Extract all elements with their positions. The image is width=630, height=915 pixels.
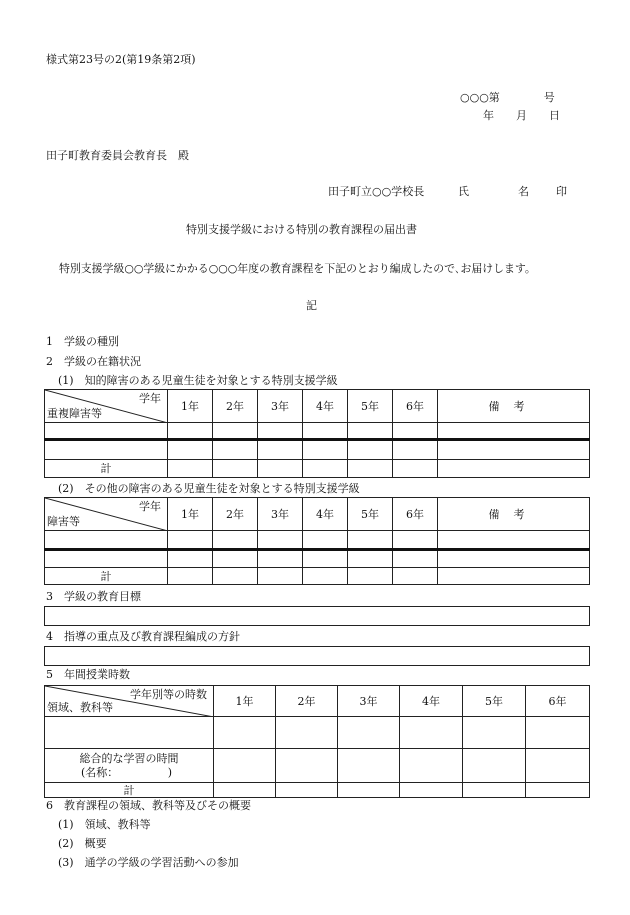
section-5-heading: 5 年間授業時数 bbox=[46, 668, 130, 681]
table-corner-cell bbox=[45, 686, 214, 717]
input-cell[interactable] bbox=[45, 531, 168, 550]
total-label: 計 bbox=[45, 460, 168, 478]
grade-header: 4年 bbox=[303, 498, 348, 531]
section-2-2-heading: (2) その他の障害のある児童生徒を対象とする特別支援学級 bbox=[58, 482, 360, 495]
input-cell[interactable] bbox=[438, 550, 590, 568]
input-cell[interactable] bbox=[45, 717, 214, 749]
total-cell[interactable] bbox=[303, 460, 348, 478]
input-cell[interactable] bbox=[258, 423, 303, 440]
input-cell[interactable] bbox=[393, 440, 438, 460]
total-cell[interactable] bbox=[400, 783, 463, 798]
input-cell[interactable] bbox=[168, 550, 213, 568]
grade-header: 1年 bbox=[214, 686, 276, 717]
input-cell[interactable] bbox=[338, 717, 400, 749]
total-label: 計 bbox=[45, 783, 214, 798]
grade-header: 3年 bbox=[258, 390, 303, 423]
input-cell[interactable] bbox=[526, 717, 590, 749]
section-6-2-heading: (2) 概要 bbox=[58, 837, 107, 850]
section-6-heading: 6 教育課程の領域、教科等及びその概要 bbox=[46, 799, 251, 812]
section-2-1-heading: (1) 知的障害のある児童生徒を対象とする特別支援学級 bbox=[58, 374, 338, 387]
input-cell[interactable] bbox=[400, 717, 463, 749]
input-cell[interactable] bbox=[213, 440, 258, 460]
input-cell[interactable] bbox=[393, 423, 438, 440]
grade-header: 6年 bbox=[526, 686, 590, 717]
total-cell[interactable] bbox=[393, 460, 438, 478]
grade-header: 3年 bbox=[258, 498, 303, 531]
document-number: ○○○第 号 bbox=[460, 91, 555, 104]
integrated-study-cell bbox=[45, 749, 214, 783]
sender-name-label: 氏 bbox=[458, 185, 469, 198]
input-cell[interactable] bbox=[45, 550, 168, 568]
total-cell[interactable] bbox=[214, 783, 276, 798]
enrollment-table-other bbox=[44, 497, 590, 585]
educational-goal-field[interactable] bbox=[44, 606, 590, 626]
grade-header: 5年 bbox=[348, 498, 393, 531]
grade-header: 4年 bbox=[400, 686, 463, 717]
section-3-heading: 3 学級の教育目標 bbox=[46, 590, 141, 603]
input-cell[interactable] bbox=[214, 749, 276, 783]
sender-school: 田子町立○○学校長 bbox=[328, 185, 425, 198]
document-date: 年 月 日 bbox=[483, 109, 560, 122]
total-cell[interactable] bbox=[213, 568, 258, 585]
corner-bottom-label: 重複障害等 bbox=[47, 407, 102, 420]
total-cell[interactable] bbox=[258, 568, 303, 585]
total-cell[interactable] bbox=[258, 460, 303, 478]
grade-header: 2年 bbox=[213, 390, 258, 423]
input-cell[interactable] bbox=[45, 440, 168, 460]
input-cell[interactable] bbox=[526, 749, 590, 783]
ki-heading: 記 bbox=[306, 299, 317, 312]
corner-top-label: 学年別等の時数 bbox=[130, 688, 207, 701]
input-cell[interactable] bbox=[463, 749, 526, 783]
input-cell[interactable] bbox=[276, 717, 338, 749]
corner-top-label: 学年 bbox=[139, 392, 161, 405]
input-cell[interactable] bbox=[168, 440, 213, 460]
input-cell[interactable] bbox=[213, 531, 258, 550]
total-cell[interactable] bbox=[348, 460, 393, 478]
total-cell[interactable] bbox=[276, 783, 338, 798]
input-cell[interactable] bbox=[393, 531, 438, 550]
input-cell[interactable] bbox=[438, 423, 590, 440]
total-label: 計 bbox=[45, 568, 168, 585]
guidance-policy-field[interactable] bbox=[44, 646, 590, 666]
table-corner-cell bbox=[45, 498, 168, 531]
input-cell[interactable] bbox=[213, 423, 258, 440]
grade-header: 6年 bbox=[393, 498, 438, 531]
remarks-header: 備考 bbox=[438, 390, 590, 423]
input-cell[interactable] bbox=[276, 749, 338, 783]
input-cell[interactable] bbox=[438, 440, 590, 460]
input-cell[interactable] bbox=[303, 531, 348, 550]
integrated-study-label: 総合的な学習の時間 bbox=[79, 751, 179, 765]
total-cell[interactable] bbox=[526, 783, 590, 798]
input-cell[interactable] bbox=[400, 749, 463, 783]
input-cell[interactable] bbox=[258, 531, 303, 550]
section-4-heading: 4 指導の重点及び教育課程編成の方針 bbox=[46, 630, 240, 643]
enrollment-table-intellectual bbox=[44, 389, 590, 478]
annual-hours-table bbox=[44, 685, 590, 798]
grade-header: 3年 bbox=[338, 686, 400, 717]
input-cell[interactable] bbox=[168, 531, 213, 550]
total-cell[interactable] bbox=[338, 783, 400, 798]
table-corner-cell bbox=[45, 390, 168, 423]
integrated-study-name: (名称： ) bbox=[81, 765, 173, 779]
input-cell[interactable] bbox=[213, 550, 258, 568]
section-6-3-heading: (3) 通学の学級の学習活動への参加 bbox=[58, 856, 239, 869]
input-cell[interactable] bbox=[393, 550, 438, 568]
input-cell[interactable] bbox=[258, 550, 303, 568]
grade-header: 2年 bbox=[276, 686, 338, 717]
input-cell[interactable] bbox=[303, 550, 348, 568]
corner-bottom-label: 障害等 bbox=[47, 515, 80, 528]
input-cell[interactable] bbox=[45, 423, 168, 440]
total-cell[interactable] bbox=[393, 568, 438, 585]
body-text: 特別支援学級○○学級にかかる○○○年度の教育課程を下記のとおり編成したので､お届けします。 bbox=[59, 262, 536, 275]
input-cell[interactable] bbox=[303, 440, 348, 460]
input-cell[interactable] bbox=[214, 717, 276, 749]
input-cell[interactable] bbox=[348, 550, 393, 568]
input-cell[interactable] bbox=[258, 440, 303, 460]
remarks-header: 備考 bbox=[438, 498, 590, 531]
grade-header: 2年 bbox=[213, 498, 258, 531]
input-cell[interactable] bbox=[168, 423, 213, 440]
section-6-1-heading: (1) 領域、教科等 bbox=[58, 818, 151, 831]
input-cell[interactable] bbox=[338, 749, 400, 783]
grade-header: 5年 bbox=[463, 686, 526, 717]
section-2-heading: 2 学級の在籍状況 bbox=[46, 355, 141, 368]
document-title: 特別支援学級における特別の教育課程の届出書 bbox=[186, 223, 417, 236]
addressee: 田子町教育委員会教育長 殿 bbox=[46, 149, 189, 162]
total-cell[interactable] bbox=[463, 783, 526, 798]
input-cell[interactable] bbox=[348, 440, 393, 460]
input-cell[interactable] bbox=[438, 531, 590, 550]
grade-header: 6年 bbox=[393, 390, 438, 423]
total-cell[interactable] bbox=[168, 568, 213, 585]
input-cell[interactable] bbox=[348, 423, 393, 440]
input-cell[interactable] bbox=[463, 717, 526, 749]
total-cell[interactable] bbox=[213, 460, 258, 478]
grade-header: 1年 bbox=[168, 390, 213, 423]
section-1-heading: 1 学級の種別 bbox=[46, 335, 119, 348]
total-cell[interactable] bbox=[438, 568, 590, 585]
input-cell[interactable] bbox=[303, 423, 348, 440]
corner-top-label: 学年 bbox=[139, 500, 161, 513]
grade-header: 4年 bbox=[303, 390, 348, 423]
total-cell[interactable] bbox=[303, 568, 348, 585]
grade-header: 1年 bbox=[168, 498, 213, 531]
form-number: 様式第23号の2(第19条第2項) bbox=[46, 53, 196, 66]
total-cell[interactable] bbox=[438, 460, 590, 478]
seal-mark: 印 bbox=[556, 185, 567, 198]
sender-name-label-2: 名 bbox=[518, 185, 529, 198]
input-cell[interactable] bbox=[348, 531, 393, 550]
total-cell[interactable] bbox=[168, 460, 213, 478]
grade-header: 5年 bbox=[348, 390, 393, 423]
corner-bottom-label: 領域、教科等 bbox=[47, 701, 113, 714]
total-cell[interactable] bbox=[348, 568, 393, 585]
